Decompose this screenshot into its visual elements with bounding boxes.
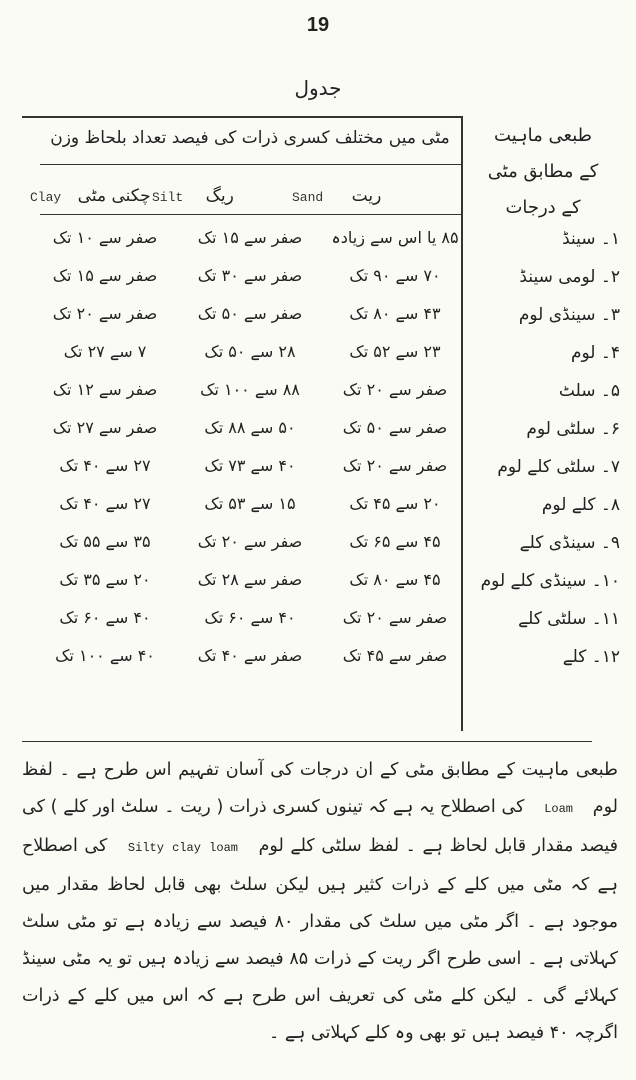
class-header-line-3: کے درجات	[505, 197, 581, 218]
row-class: ۱۔ سینڈ	[562, 229, 620, 249]
row-clay: ۳۵ سے ۵۵ تک	[59, 532, 151, 551]
clay-column-header	[30, 186, 151, 206]
silt-column-header	[152, 186, 234, 206]
row-silt: صفر سے ۵۰ تک	[197, 304, 303, 323]
table-title: جدول	[294, 76, 342, 100]
sand-label-en: Sand	[292, 190, 324, 205]
row-class: ۷۔ سلٹی کلے لوم	[497, 457, 620, 477]
row-sand: ۴۳ سے ۸۰ تک	[349, 304, 441, 323]
row-clay: صفر سے ۱۰ تک	[52, 228, 158, 247]
clay-label-en: Clay	[30, 190, 62, 205]
row-sand: ۲۳ سے ۵۲ تک	[349, 342, 441, 361]
row-silt: ۲۸ سے ۵۰ تک	[204, 342, 296, 361]
clay-label-ur: چکنی مٹی	[77, 186, 151, 206]
row-silt: ۵۰ سے ۸۸ تک	[204, 418, 296, 437]
row-silt: ۴۰ سے ۶۰ تک	[204, 608, 296, 627]
row-class: ۴۔ لوم	[571, 343, 620, 363]
table-main-header: مٹی میں مختلف کسری ذرات کی فیصد تعداد بلحاظ وزن	[50, 128, 450, 148]
row-clay: ۴۰ سے ۱۰۰ تک	[55, 646, 155, 665]
row-silt: ۱۵ سے ۵۳ تک	[204, 494, 296, 513]
row-silt: ۸۸ سے ۱۰۰ تک	[200, 380, 300, 399]
table-row	[20, 418, 620, 456]
table-row	[20, 380, 620, 418]
row-class: ۸۔ کلے لوم	[541, 495, 620, 515]
row-clay: صفر سے ۱۵ تک	[52, 266, 158, 285]
table-row	[20, 646, 620, 684]
row-sand: ۷۰ سے ۹۰ تک	[349, 266, 441, 285]
row-sand: ۸۵ یا اس سے زیادہ	[331, 228, 459, 247]
row-sand: ۲۰ سے ۴۵ تک	[349, 494, 441, 513]
row-sand: صفر سے ۵۰ تک	[342, 418, 448, 437]
silty-clay-loam-term: Silty clay loam	[127, 841, 238, 855]
table-row	[20, 494, 620, 532]
row-class: ۱۱۔ سلٹی کلے	[518, 609, 620, 629]
class-column-header	[468, 118, 618, 226]
sand-column-header	[292, 186, 381, 206]
silt-label-ur: ریگ	[205, 186, 234, 206]
table-row	[20, 608, 620, 646]
row-sand: صفر سے ۲۰ تک	[342, 380, 448, 399]
row-class: ۱۰۔ سینڈی کلے لوم	[480, 571, 620, 591]
row-sand: ۴۵ سے ۸۰ تک	[349, 570, 441, 589]
table-row	[20, 304, 620, 342]
row-clay: صفر سے ۲۰ تک	[52, 304, 158, 323]
page-number: 19	[306, 14, 330, 36]
row-class: ۱۲۔ کلے	[562, 647, 620, 667]
paragraph-part-1: طبعی ماہیت کے مطابق مٹی کے ان درجات کی آسان تفہیم اس طرح ہے ۔ لفظ لوم	[22, 760, 618, 817]
class-header-line-1: طبعی ماہیت	[494, 125, 592, 146]
row-silt: صفر سے ۳۰ تک	[197, 266, 303, 285]
row-class: ۹۔ سینڈی کلے	[519, 533, 620, 553]
class-header-line-2: کے مطابق مٹی	[487, 161, 599, 182]
paragraph-part-2: کی اصطلاح یہ ہے کہ تینوں کسری ذرات ( ریت ۔ سلٹ اور کلے ) کی فیصد مقدار قابل لحاظ ہے ۔ لفظ سلٹی کلے لوم	[22, 797, 618, 856]
table-row	[20, 228, 620, 266]
row-sand: صفر سے ۲۰ تک	[342, 456, 448, 475]
table-row	[20, 456, 620, 494]
paragraph-part-3: کی اصطلاح ہے کہ مٹی میں کلے کے ذرات کثیر ہیں لیکن سلٹ بھی قابل لحاظ مقدار میں موجود ہے ۔ اگر مٹی میں سلٹ کی مقدار ۸۰ فیصد سے زیادہ ہے تو مٹی سلٹ کہلاتی ہے ۔ اسی طرح اگر ریت کے ذرات ۸۵ فیصد سے زیادہ ہیں تو یہ مٹی سینڈ کہلائے گی ۔ لیکن کلے مٹی کی تعریف اس طرح ہے کہ اس میں کلے کے ذرات اگرچہ ۴۰ فیصد ہیں تو بھی وہ کلے کہلاتی ہے ۔	[22, 836, 618, 1043]
row-silt: صفر سے ۱۵ تک	[197, 228, 303, 247]
table-row	[20, 570, 620, 608]
table-row	[20, 266, 620, 304]
loam-term: Loam	[544, 802, 573, 816]
row-sand: صفر سے ۲۰ تک	[342, 608, 448, 627]
row-silt: صفر سے ۲۰ تک	[197, 532, 303, 551]
explanation-paragraph	[22, 752, 618, 1052]
table-bottom-rule	[22, 741, 592, 742]
row-class: ۶۔ سلٹی لوم	[526, 419, 620, 439]
silt-label-en: Silt	[152, 190, 184, 205]
row-clay: صفر سے ۲۷ تک	[52, 418, 158, 437]
row-class: ۵۔ سلٹ	[558, 381, 620, 401]
row-clay: ۲۷ سے ۴۰ تک	[59, 456, 151, 475]
row-clay: ۲۰ سے ۳۵ تک	[59, 570, 151, 589]
row-class: ۳۔ سینڈی لوم	[518, 305, 620, 325]
header-divider-rule	[40, 164, 462, 165]
sand-label-ur: ریت	[351, 186, 382, 206]
table-row	[20, 342, 620, 380]
row-clay: ۷ سے ۲۷ تک	[63, 342, 147, 361]
row-sand: صفر سے ۴۵ تک	[342, 646, 448, 665]
row-sand: ۴۵ سے ۶۵ تک	[349, 532, 441, 551]
row-silt: ۴۰ سے ۷۳ تک	[204, 456, 296, 475]
row-silt: صفر سے ۲۸ تک	[197, 570, 303, 589]
table-top-rule	[22, 116, 462, 118]
row-clay: ۲۷ سے ۴۰ تک	[59, 494, 151, 513]
columns-bottom-rule	[40, 214, 462, 215]
row-clay: ۴۰ سے ۶۰ تک	[59, 608, 151, 627]
row-clay: صفر سے ۱۲ تک	[52, 380, 158, 399]
row-class: ۲۔ لومی سینڈ	[519, 267, 620, 287]
table-row	[20, 532, 620, 570]
row-silt: صفر سے ۴۰ تک	[197, 646, 303, 665]
